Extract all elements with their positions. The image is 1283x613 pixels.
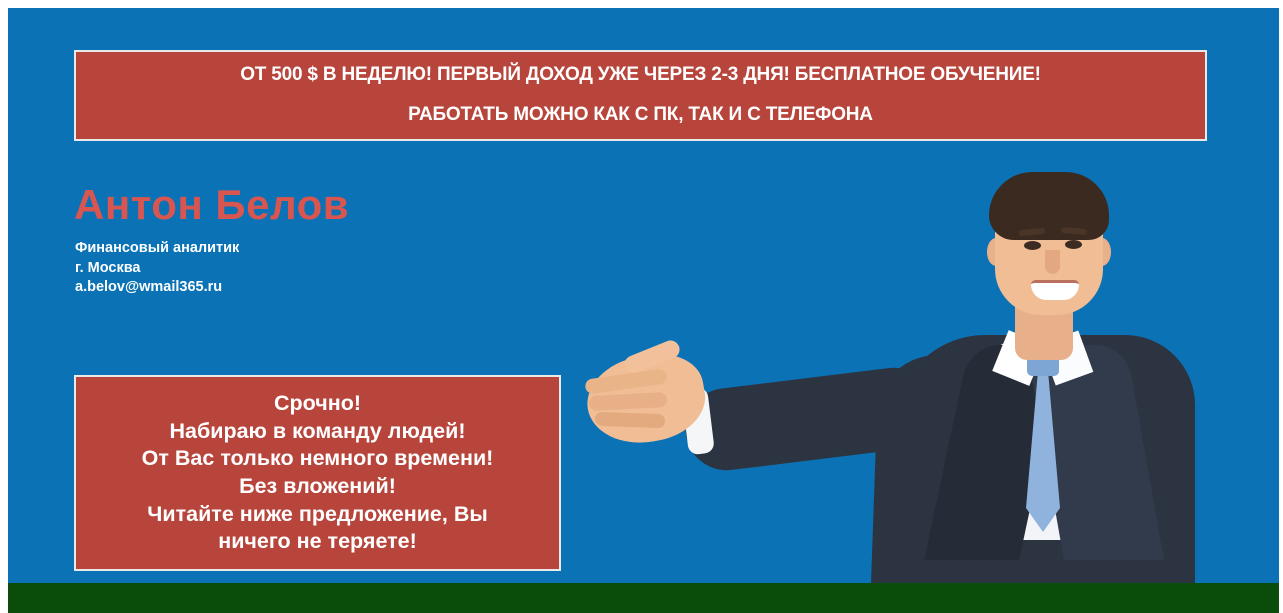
profile-email: a.belov@wmail365.ru — [75, 279, 223, 296]
eye-left — [1024, 241, 1041, 250]
profile-name: Антон Белов — [74, 181, 350, 228]
headline-line-1: ОТ 500 $ В НЕДЕЛЮ! ПЕРВЫЙ ДОХОД УЖЕ ЧЕРЕЗ 2-3 ДНЯ! БЕСПЛАТНОЕ ОБУЧЕНИЕ! — [240, 64, 1041, 86]
headline-line-2: РАБОТАТЬ МОЖНО КАК С ПК, ТАК И С ТЕЛЕФОНА — [408, 104, 873, 125]
finger — [595, 412, 665, 428]
mouth — [1031, 280, 1079, 300]
callout-line: Срочно! — [273, 391, 362, 416]
callout-line: От Вас только немного времени! — [141, 446, 494, 471]
callout-line: ничего не теряете! — [218, 529, 417, 554]
callout-line: Без вложений! — [239, 474, 396, 498]
profile-city: г. Москва — [75, 259, 141, 276]
callout-line: Набираю в команду людей! — [169, 418, 466, 443]
page-edge-top — [0, 0, 1283, 8]
person-photo — [575, 150, 1215, 583]
page-edge-left — [0, 0, 8, 613]
profile-role: Финансовый аналитик — [75, 240, 240, 256]
profile-details — [75, 239, 239, 298]
callout-box — [74, 375, 561, 571]
nose — [1045, 250, 1060, 274]
callout-line: Читайте ниже предложение, Вы — [147, 501, 488, 526]
page-edge-right — [1279, 0, 1283, 613]
headline-banner — [74, 50, 1207, 141]
eye-right — [1065, 240, 1082, 249]
footer-bar — [8, 583, 1279, 613]
